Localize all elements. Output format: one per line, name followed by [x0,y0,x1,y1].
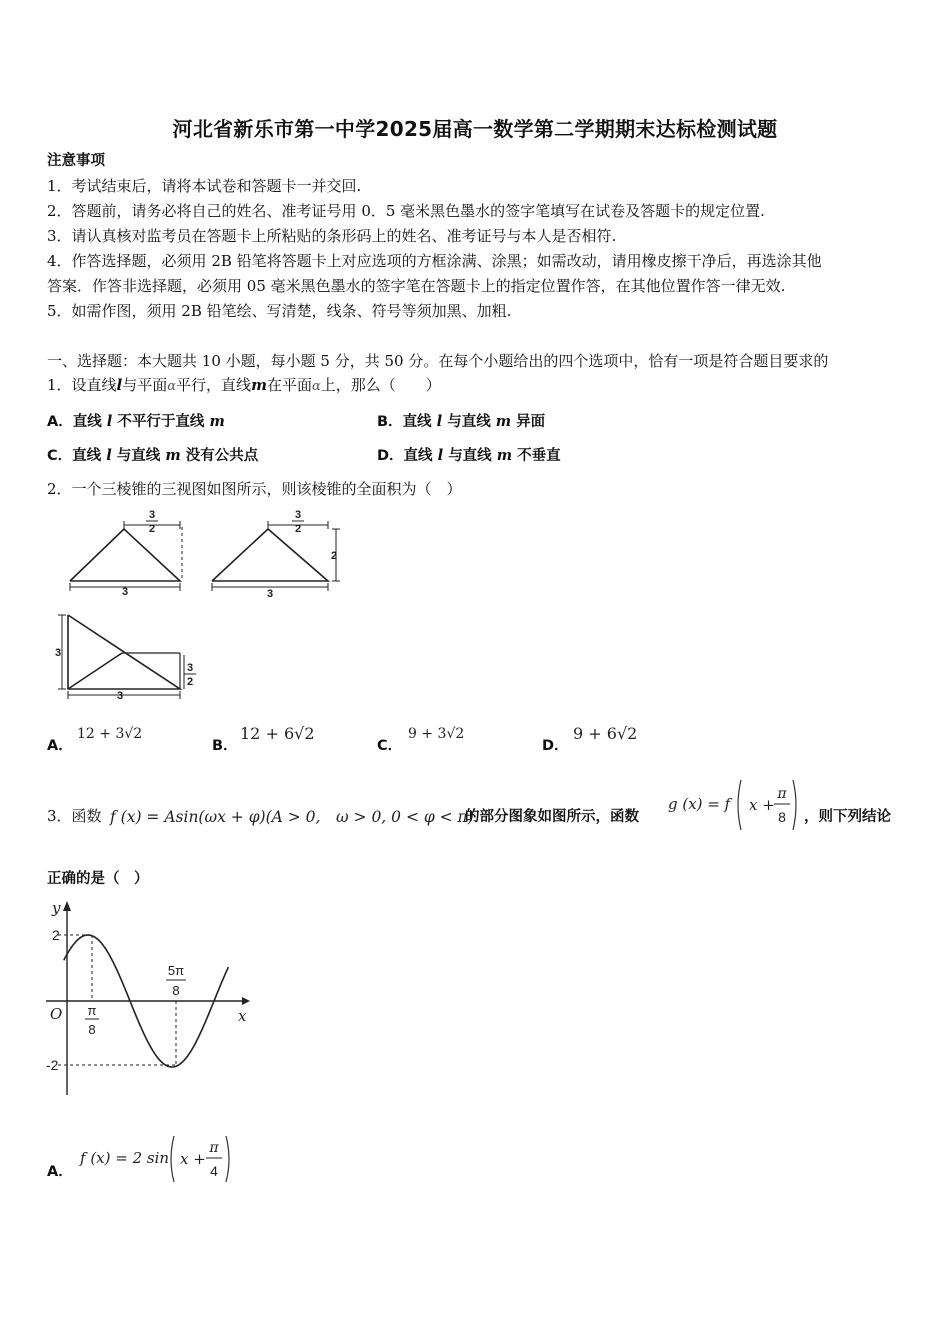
front-bottom-label: 3 [121,586,129,598]
svg-text:2: 2 [52,927,60,943]
q2-option-b-label[interactable]: B． [212,738,238,754]
svg-text:8: 8 [88,1022,96,1037]
section-heading: 一、选择题：本大题共 10 小题，每小题 5 分，共 50 分。在每个小题给出的四个选项中，恰有一项是符合题目要求的 [47,352,829,370]
q2-option-b-value: 12 + 6√2 [240,724,315,743]
svg-text:x +: x + [749,796,775,814]
q3-g-argument [735,778,801,832]
svg-text:O: O [50,1005,63,1023]
x-axis-arrow [242,997,250,1005]
notice-item: 答案．作答非选择题，必须用 05 毫米黑色墨水的签字笔在答题卡上的指定位置作答，在其他位置作答一律无效. [47,277,786,295]
front-top-den: 2 [148,523,156,535]
svg-text:-2: -2 [46,1057,59,1073]
svg-text:4: 4 [210,1163,218,1179]
question-2-stem: 2．一个三棱锥的三视图如图所示，则该棱锥的全面积为（ ） [47,480,462,498]
side-view-triangle [212,529,328,581]
notice-item: 2．答题前，请务必将自己的姓名、准考证号用 0．5 毫米黑色墨水的签字笔填写在试卷及答题卡的规定位置. [47,202,765,220]
q3-option-a-label[interactable]: A． [47,1164,73,1180]
q3-stem-mid: 的部分图象如图所示，函数 [465,809,639,825]
q2-option-d-value: 9 + 6√2 [573,724,638,743]
q3-sine-graph [40,895,260,1100]
three-view-figure [40,505,360,705]
q2-option-d-label[interactable]: D． [542,738,569,754]
notice-item: 4．作答选择题，必须用 2B 铅笔将答题卡上对应选项的方框涂满、涂黑；如需改动，请用橡皮擦干净后，再选涂其他 [47,252,822,270]
side-bottom-label: 3 [266,588,274,600]
q1-option-b[interactable]: B．直线 l 与直线 m 异面 [377,413,546,430]
svg-text:8: 8 [778,809,786,825]
svg-text:8: 8 [172,983,180,998]
q3-option-a-argument [168,1134,234,1184]
svg-text:y: y [52,899,61,917]
q3-option-a-lhs: f (x) = 2 sin [80,1149,170,1167]
side-top-num: 3 [294,509,302,521]
question-1-stem: 1．设直线l与平面α平行，直线m在平面α上，那么（ ） [47,376,441,394]
svg-text:π: π [87,1003,97,1018]
top-left-label: 3 [54,647,62,659]
top-right-num: 3 [186,662,194,674]
page-title: 河北省新乐市第一中学2025届高一数学第二学期期末达标检测试题 [172,117,778,141]
q2-option-c-value: 9 + 3√2 [408,726,465,742]
side-right-label: 2 [330,550,338,562]
svg-text:5π: 5π [167,963,185,978]
q1-option-c[interactable]: C．直线 l 与直线 m 没有公共点 [47,447,259,464]
side-top-den: 2 [294,523,302,535]
top-bottom-label: 3 [116,690,124,702]
q3-stem-line2: 正确的是（ ） [47,871,149,887]
top-right-den: 2 [186,676,194,688]
q3-f-expression: f (x) = Asin(ωx + φ)(A > 0, ω > 0, 0 < φ < π) [110,808,474,826]
q2-option-a-value: 12 + 3√2 [77,726,143,742]
y-axis-arrow [63,901,71,911]
svg-text:x: x [238,1007,247,1025]
q3-stem-tail: ，则下列结论 [804,809,891,825]
front-top-num: 3 [148,509,156,521]
q1-option-a[interactable]: A．直线 l 不平行于直线 m [47,413,225,430]
svg-text:x +: x + [180,1150,206,1168]
front-view-triangle [70,529,180,581]
notice-item: 5．如需作图，须用 2B 铅笔绘、写清楚，线条、符号等须加黑、加粗. [47,302,512,320]
notice-item: 1．考试结束后，请将本试卷和答题卡一并交回. [47,177,362,195]
q2-option-c-label[interactable]: C． [377,738,403,754]
question-3-num: 3．函数 [47,807,102,825]
svg-text:π: π [209,1140,219,1156]
q1-option-d[interactable]: D．直线 l 与直线 m 不垂直 [377,447,561,464]
q3-g-lhs: g (x) = f [668,795,731,813]
notice-item: 3．请认真核对监考员在答题卡上所粘贴的条形码上的姓名、准考证号与本人是否相符. [47,227,617,245]
q2-option-a-label[interactable]: A． [47,738,73,754]
svg-text:π: π [777,786,787,802]
notice-heading: 注意事项 [47,153,105,169]
